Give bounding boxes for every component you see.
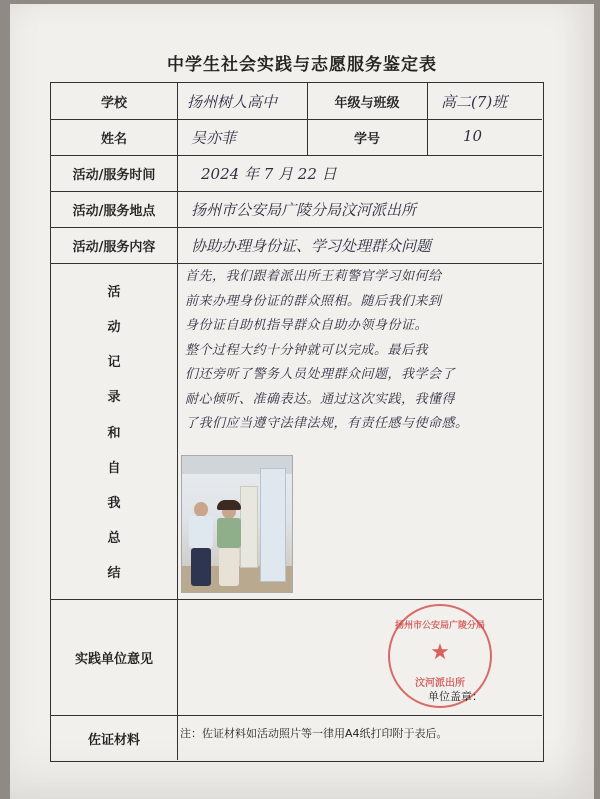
record-label-char: 结 [107,566,121,581]
star-icon: ★ [430,640,450,665]
record-label-char: 记 [107,355,121,371]
school-value: 扬州树人高中 [187,93,278,111]
record-line: 身份证自助机指导群众自助办领身份证。 [185,318,429,333]
school-label: 学校 [100,95,127,111]
activity-photo [181,455,293,593]
column-divider [177,83,178,760]
evidence-label: 佐证材料 [87,732,140,748]
record-label-char: 自 [107,460,121,476]
name-label: 姓名 [100,131,127,147]
stamp-label: 单位盖章： [428,690,483,703]
grade-value: 高二(7)班 [441,93,508,111]
record-line: 前来办理身份证的群众照相。随后我们来到 [185,293,442,309]
place-label: 活动/服务地点 [72,203,156,219]
column-divider [427,83,428,155]
content-label: 活动/服务内容 [72,239,156,255]
record-line: 整个过程大约十分钟就可以完成。最后我 [185,342,429,358]
record-label-char: 录 [107,390,121,406]
record-label-char: 和 [107,425,121,441]
record-line: 们还旁听了警务人员处理群众问题，我学会了 [185,367,456,382]
student-id-label: 学号 [353,131,380,147]
record-line: 耐心倾听、准确表达。通过这次实践，我懂得 [185,391,456,407]
grade-label: 年级与班级 [334,95,400,111]
record-label-char: 动 [107,320,121,336]
record-label [51,263,177,599]
record-line: 首先，我们跟着派出所王莉警官学习如何给 [185,269,442,284]
opinion-label: 实践单位意见 [74,651,153,667]
record-label-char: 我 [107,495,121,511]
time-value: 2024 年 7 月 22 日 [201,165,337,183]
seal-top-text: 扬州市公安局广陵分局 [394,621,485,631]
record-text [185,265,537,437]
seal-bottom-text: 汶河派出所 [415,678,465,689]
student-id-value: 10 [463,127,483,145]
place-value: 扬州市公安局广陵分局汶河派出所 [191,201,417,219]
content-value: 协助办理身份证、学习处理群众问题 [191,237,432,255]
record-line: 了我们应当遵守法律法规，有责任感与使命感。 [185,416,469,431]
time-label: 活动/服务时间 [72,167,156,183]
form-title: 中学生社会实践与志愿服务鉴定表 [167,55,437,75]
name-value: 吴亦菲 [191,129,237,147]
form-paper [10,4,594,799]
record-label-char: 总 [107,530,121,546]
evidence-note: 注：佐证材料如活动照片等一律用A4纸打印附于表后。 [180,727,448,740]
record-label-char: 活 [107,285,121,300]
